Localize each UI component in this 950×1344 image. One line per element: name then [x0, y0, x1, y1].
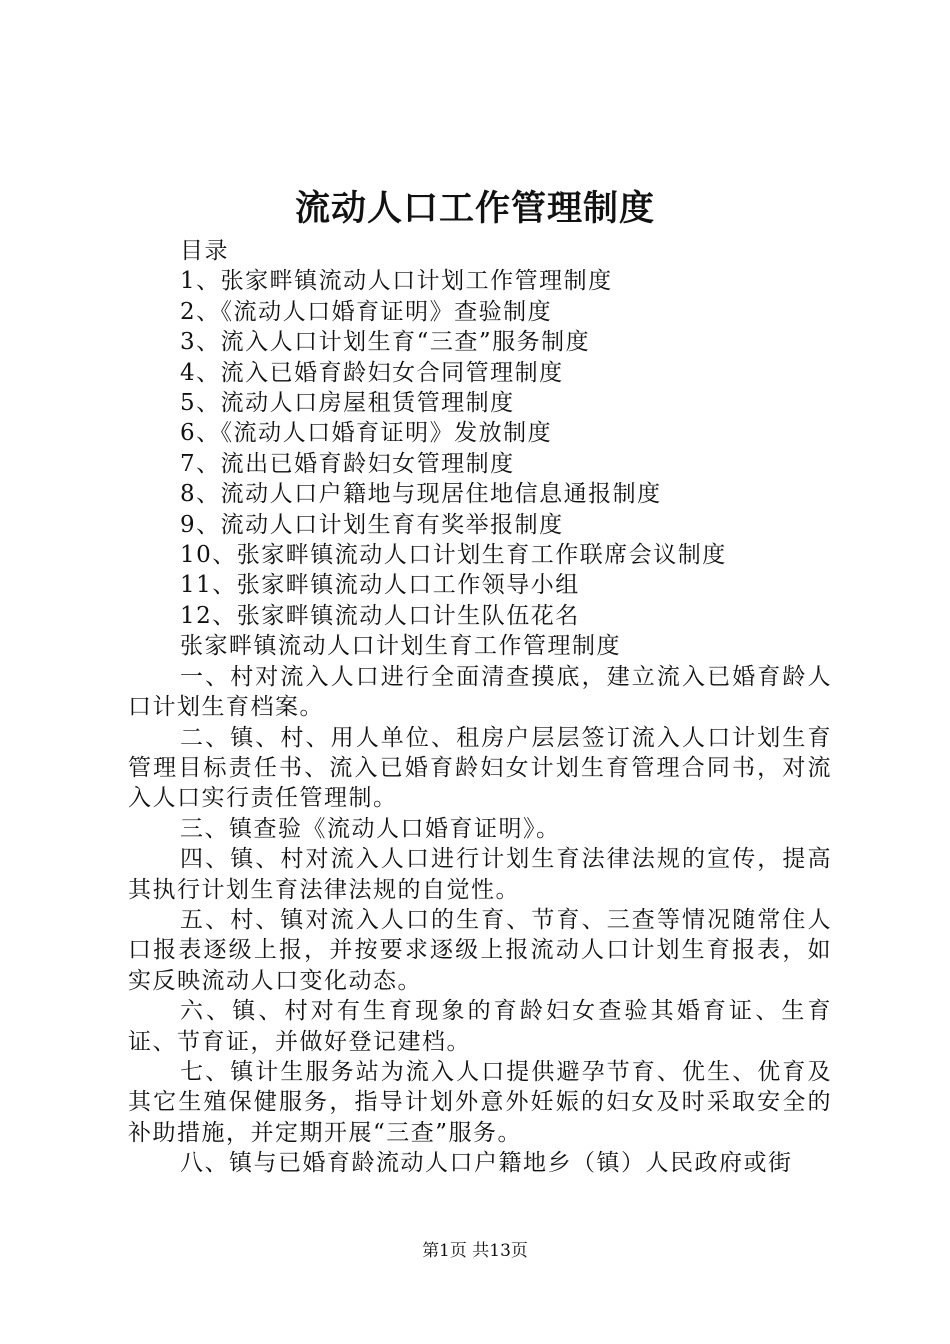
toc-item: 9、流动人口计划生育有奖举报制度: [180, 511, 564, 538]
toc-item: 12、张家畔镇流动人口计生队伍花名: [180, 602, 580, 629]
section-body: [128, 662, 832, 1179]
body-paragraph: 五、村、镇对流入人口的生育、节育、三查等情况随常住人口报表逐级上报，并按要求逐级上报流动人口计划生育报表，如实反映流动人口变化动态。: [128, 906, 832, 994]
body-paragraph: 二、镇、村、用人单位、租房户层层签订流入人口计划生育管理目标责任书、流入已婚育龄妇女计划生育管理合同书，对流入人口实行责任管理制。: [128, 724, 832, 812]
toc-item: 3、流入人口计划生育“三查”服务制度: [180, 329, 591, 356]
toc-item: 5、流动人口房屋租赁管理制度: [180, 390, 515, 417]
toc-item: 2、《流动人口婚育证明》查验制度: [180, 298, 553, 325]
section-heading: 张家畔镇流动人口计划生育工作管理制度: [180, 633, 621, 660]
toc-item: 4、流入已婚育龄妇女合同管理制度: [180, 359, 564, 386]
toc-item: 6、《流动人口婚育证明》发放制度: [180, 420, 553, 447]
body-paragraph: 一、村对流入人口进行全面清查摸底，建立流入已婚育龄人口计划生育档案。: [128, 663, 832, 721]
body-paragraph: 六、镇、村对有生育现象的育龄妇女查验其婚育证、生育证、节育证，并做好登记建档。: [128, 998, 832, 1055]
body-paragraph: 八、镇与已婚育龄流动人口户籍地乡（镇）人民政府或街: [180, 1150, 793, 1177]
body-paragraph: 三、镇查验《流动人口婚育证明》。: [180, 815, 561, 842]
toc-item: 7、流出已婚育龄妇女管理制度: [180, 450, 515, 477]
body-paragraph: 四、镇、村对流入人口进行计划生育法律法规的宣传，提高其执行计划生育法律法规的自觉性。: [128, 846, 832, 903]
toc-item: 8、流动人口户籍地与现居住地信息通报制度: [180, 481, 662, 508]
toc-heading: 目录: [180, 238, 229, 264]
table-of-contents: [128, 266, 832, 631]
toc-item: 10、张家畔镇流动人口计划生育工作联席会议制度: [180, 542, 727, 569]
page-footer: 第1页 共13页: [422, 1241, 528, 1261]
toc-item: 11、张家畔镇流动人口工作领导小组: [180, 572, 580, 599]
toc-item: 1、张家畔镇流动人口计划工作管理制度: [180, 268, 613, 295]
document-title: 流动人口工作管理制度: [294, 188, 655, 229]
document-body: [128, 236, 832, 1179]
body-paragraph: 七、镇计生服务站为流入人口提供避孕节育、优生、优育及其它生殖保健服务，指导计划外意外妊娠的妇女及时采取安全的补助措施，并定期开展“三查”服务。: [128, 1058, 832, 1146]
